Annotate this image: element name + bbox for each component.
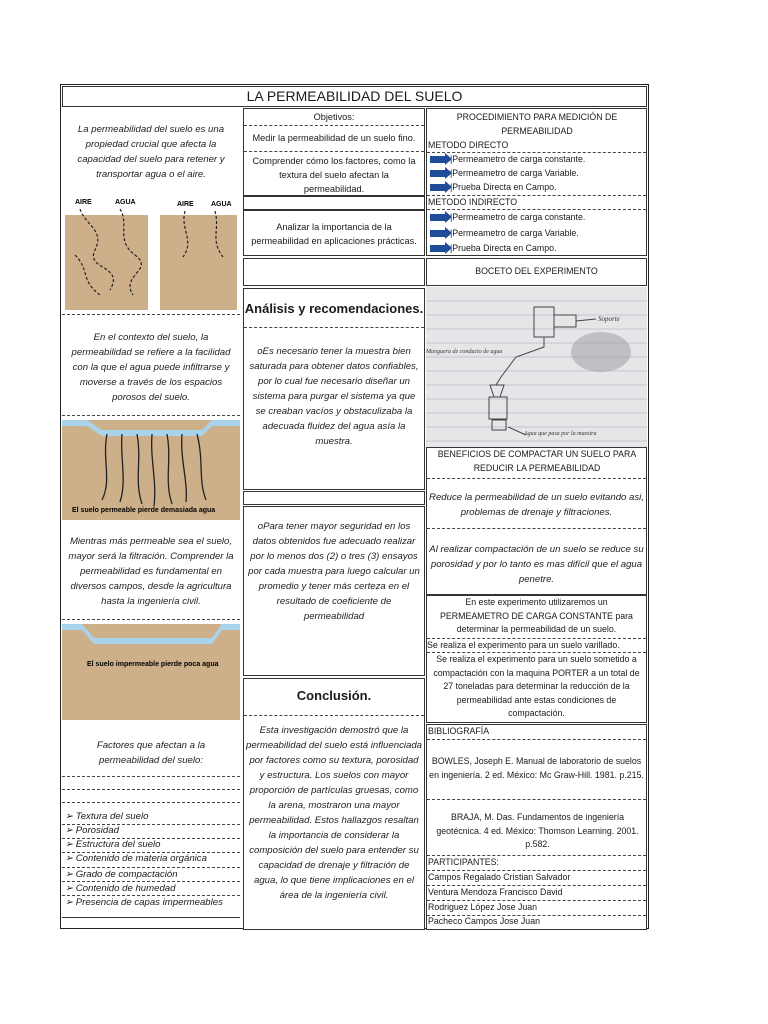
sketch-label-water: Agua que pasa por la muestra [524,431,597,437]
arrow-icon [430,230,446,237]
fig1-label-agua-2: AGUA [211,201,232,208]
experiment-text-1: En este experimento utilizaremos un PERMEAMETRO DE CARGA CONSTANTE para determinar la permeabilidad de un suelo. [440,597,633,634]
arrow-icon [430,156,446,163]
participant-item: Pacheco Campos Jose Juan [428,916,540,926]
conclusion-text: Esta investigación demostró que la permeabilidad del suelo está influenciada por factores como su textura, porosidad y estructura. Los suelos con mayor proporción de partículas gruesas, como la arena, mostraron una mayor permeabilidad. Estos hallazgos resaltan la importancia de considerar la composición del suelo para entender su capacidad de drenaje y filtración de agua, lo que tiene implicaciones en el área de la ingeniería civil. [246,725,423,901]
objective-2: Comprender cómo los factores, como la textura del suelo afectan la permeabilidad. [252,156,416,194]
arrow-icon [430,214,446,221]
bibliography-title: BIBLIOGRAFÍA [428,726,490,736]
analysis-paragraph-2: oPara tener mayor seguridad en los datos obtenidos fue adecuado realizar por lo menos dos (2) o tres (3) ensayos por cada muestra para luego calcular un promedio y tener más certeza en el resultado de coeficiente de permeabilidad [248,521,420,622]
indirect-item: Permeametro de carga Variable. [430,227,579,241]
sketch-label-support: Soporte [598,315,620,323]
factor-item: ➢ Porosidad [65,825,119,836]
objectives-title: Objetivos: [313,112,355,122]
procedure-title: PROCEDIMIENTO PARA MEDICIÓN DE PERMEABILIDAD [456,112,618,136]
left-column [62,108,240,918]
direct-item: Permeametro de carga Variable. [430,167,579,181]
arrow-icon [430,184,446,191]
benefit-2: Al realizar compactación de un suelo se reduce su porosidad y por lo tanto es mas difícil que el agua penetre. [429,544,644,585]
experiment-text-2: Se realiza el experimento para un suelo varillado. [427,640,620,650]
participant-item: Rodriguez López Jose Juan [428,902,538,912]
objective-1: Medir la permeabilidad de un suelo fino. [252,133,416,143]
conclusion-box [243,678,425,930]
factor-item: ➢ Contenido de humedad [65,883,176,894]
conclusion-title: Conclusión. [296,688,372,703]
procedure-box [426,108,647,256]
sketch-title: BOCETO DEL EXPERIMENTO [475,266,598,276]
bibliography-box [426,724,647,930]
participant-item: Campos Regalado Cristian Salvador [428,872,571,882]
indirect-item: Permeametro de carga constante. [430,211,585,225]
benefits-title: BENEFICIOS DE COMPACTAR UN SUELO PARA REDUCIR LA PERMEABILIDAD [437,449,637,473]
direct-item: Permeametro de carga constante. [430,153,585,167]
analysis-box [243,288,425,490]
benefits-box [426,447,647,595]
indirect-item: Prueba Directa en Campo. [430,242,556,256]
bibliography-entry-1: BOWLES, Joseph E. Manual de laboratorio de suelos en ingeniería. 2 ed. México: Mc Graw-Hill. 1981. p.215. [429,756,644,780]
experiment-box [426,595,647,723]
direct-method-label: METODO DIRECTO [428,140,509,150]
analysis-paragraph-1: oEs necesario tener la muestra bien saturada para obtener datos confiables, por lo cual fue necesario diseñar un sistema para purgar el sistema ya que se creaban vacíos y obstaculizaba la adecuada fluidez del agua asía la muestra. [249,346,419,447]
sketch-label-hose: Manguera de conducto de agua [426,349,503,355]
factor-item: ➢ Grado de compactación [65,869,178,880]
factor-item: ➢ Textura del suelo [65,811,149,822]
factor-item: ➢ Estructura del suelo [65,839,161,850]
fig1-label-aire-2: AIRE [177,201,194,208]
factors-title: Factores que afectan a la permeabilidad del suelo: [96,740,206,766]
factor-item: ➢ Contenido de materia orgánica [65,853,207,864]
factor-item: ➢ Presencia de capas impermeables [65,897,223,908]
arrow-icon [430,245,446,252]
fig2-caption: El suelo permeable pierde demasiada agua [72,507,216,514]
objective-3-box [243,210,425,256]
sketch-title-box [426,258,647,286]
bibliography-entry-2: BRAJA, M. Das. Fundamentos de ingeniería geotécnica. 4 ed. México: Thomson Learning. 2001. p.582. [436,812,639,849]
analysis-box-2 [243,506,425,676]
fig1-label-aire: AIRE [75,199,92,206]
experiment-text-3: Se realiza el experimento para un suelo sometido a compactación con la maquina PORTER a un total de 27 toneladas para determinar la reducción de la permeabilidad ante estas condiciones de compactación. [433,654,640,718]
fig3-caption: El suelo impermeable pierde poca agua [87,661,219,668]
fig1-label-agua: AGUA [115,199,136,206]
arrow-icon [430,170,446,177]
benefit-1: Reduce la permeabilidad de un suelo evitando asi, problemas de drenaje y filtraciones. [429,492,644,518]
objective-3: Analizar la importancia de la permeabilidad en aplicaciones prácticas. [251,222,417,246]
indirect-method-label: METODO INDIRECTO [428,197,518,207]
permeability-text: Mientras más permeable sea el suelo, mayor será la filtración. Comprender la permeabilidad es fundamental en diversos campos, desde la agricultura hasta la ingeniería civil. [68,536,234,607]
permeable-soil-figure [62,420,240,520]
impermeable-soil-figure [62,624,240,720]
page-title: LA PERMEABILIDAD DEL SUELO [62,86,647,107]
context-text: En el contexto del suelo, la permeabilidad se refiere a la facilidad con la que el agua puede infiltrarse y moverse a través de los espacios porosos del suelo. [71,332,231,403]
participant-item: Ventura Mendoza Francisco David [428,887,563,897]
air-water-figure [65,195,237,310]
intro-text: La permeabilidad del suelo es una propiedad crucial que afecta la capacidad del suelo para retener y transportar agua o el aire. [77,124,225,180]
direct-item: Prueba Directa en Campo. [430,181,556,195]
analysis-title: Análisis y recomendaciones. [244,301,424,316]
experiment-sketch [426,287,647,447]
objectives-box [243,108,425,196]
participants-title: PARTICIPANTES: [428,857,499,867]
